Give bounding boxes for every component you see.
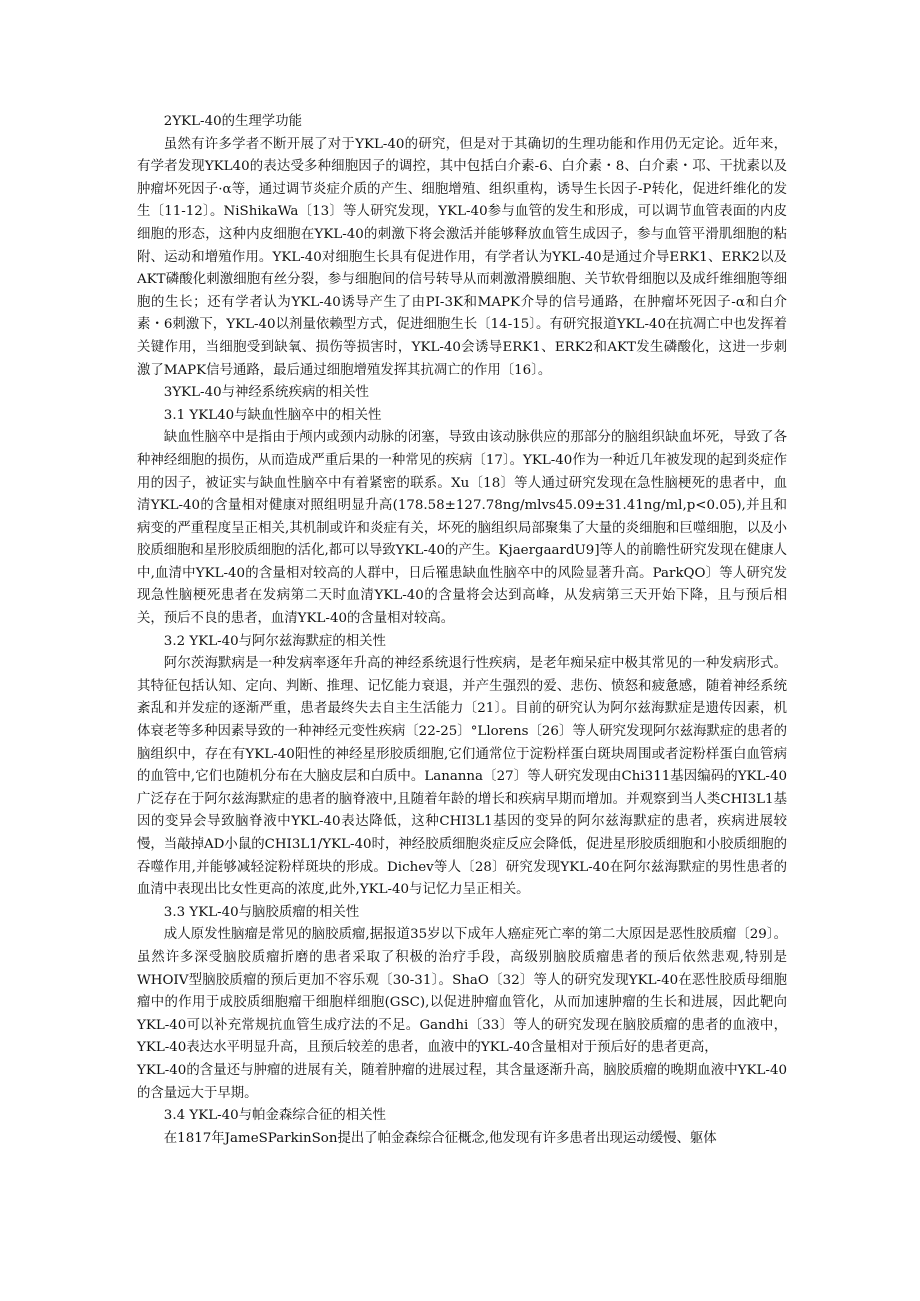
paragraph-physiological-function: 虽然有许多学者不断开展了对于YKL-40的研究，但是对于其确切的生理功能和作用仍无定论。近年来，有学者发现YKL40的表达受多种细胞因子的调控，其中包括白介素-6、白介素・8、白介素・邛、干扰素以及肿瘤坏死因子·α等，通过调节炎症介质的产生、细胞增殖、组织重构，诱导生长因子-P转化，促进纤维化的发生〔11-12〕。NiShikaWa〔13〕等人研究发现，YKL-40参与血管的发生和形成，可以调节血管表面的内皮细胞的形态，这种内皮细胞在YKL-40的刺激下将会激活并能够释放血管生成因子，参与血管平滑肌细胞的粘附、运动和增殖作用。YKL-40对细胞生长具有促进作用，有学者认为YKL-40是通过介导ERK1、ERK2以及AKT磷酸化刺激细胞有丝分裂，参与细胞间的信号转导从而刺激滑膜细胞、关节软骨细胞以及成纤维细胞等细胞的生长；还有学者认为YKL-40诱导产生了由PI-3K和MAPK介导的信号通路，在肿瘤坏死因子-α和白介素・6刺激下，YKL-40以剂量依赖型方式，促进细胞生长〔14-15〕。有研究报道YKL-40在抗凋亡中也发挥着关键作用，当细胞受到缺氧、损伤等损害时，YKL-40会诱导ERK1、ERK2和AKT发生磷酸化，这进一步刺激了MAPK信号通路，最后通过细胞增殖发挥其抗凋亡的作用〔16〕。: [137, 136, 787, 378]
paragraph-ischemic-stroke: 缺血性脑卒中是指由于颅内或颈内动脉的闭塞，导致由该动脉供应的那部分的脑组织缺血坏死，导致了各种神经细胞的损伤，从而造成严重后果的一种常见的疾病〔17〕。YKL-40作为一种近几年被发现的起到炎症作用的因子，被证实与缺血性脑卒中有着紧密的联系。Xu〔18〕等人通过研究发现在急性脑梗死的患者中，血清YKL-40的含量相对健康对照组明显升高(178.58±127.78ng∕mlvs45.09±31.41ng∕ml,p<0.05),并且和病变的严重程度呈正相关,其机制或许和炎症有关，坏死的脑组织局部聚集了大量的炎细胞和巨噬细胞，以及小胶质细胞和星形胶质细胞的活化,都可以导致YKL-40的产生。KjaergaardU9]等人的前瞻性研究发现在健康人中,血清中YKL-40的含量相对较高的人群中，日后罹患缺血性脑卒中的风险显著升高。ParkQO〕等人研究发现急性脑梗死患者在发病第二天时血清YKL-40的含量将会达到高峰，从发病第三天开始下降，且与预后相关，预后不良的患者，血清YKL-40的含量相对较高。: [137, 430, 788, 627]
document-body: [137, 111, 787, 1150]
subsection-heading-3-3: 3.3 YKL-40与脑胶质瘤的相关性: [163, 904, 360, 920]
paragraph-alzheimers: 阿尔茨海默病是一种发病率逐年升高的神经系统退行性疾病，是老年痴呆症中极其常见的一种发病形式。其特征包括认知、定向、判断、推理、记忆能力衰退，并产生强烈的爱、悲伤、愤怒和疲惫感，随着神经系统紊乱和并发症的逐渐严重，患者最终失去自主生活能力〔21〕。目前的研究认为阿尔兹海默症是遗传因素，机体衰老等多种因素导致的一种神经元变性疾病〔22-25〕°Llorens〔26〕等人研究发现阿尔兹海默症的患者的脑组织中，存在有YKL-40阳性的神经星形胶质细胞,它们通常位于淀粉样蛋白斑块周围或者淀粉样蛋白血管病的血管中,它们也随机分布在大脑皮层和白质中。Lananna〔27〕等人研究发现由Chi311基因编码的YKL-40广泛存在于阿尔兹海默症的患者的脑脊液中,且随着年龄的增长和疾病早期而增加。并观察到当人类CHI3L1基因的变异会导致脑脊液中YKL-40表达降低，这种CHI3L1基因的变异的阿尔兹海默症的患者，疾病进展较慢，当敲掉AD小鼠的CHI3L1∕YKL-40时，神经胶质细胞炎症反应会降低，促进星形胶质细胞和小胶质细胞的吞噬作用,并能够减轻淀粉样斑块的形成。Dichev等人〔28〕研究发现YKL-40在阿尔兹海默症的男性患者的血清中表现出比女性更高的浓度,此外,YKL-40与记忆力呈正相关。: [137, 656, 787, 898]
section-heading-2: 2YKL-40的生理学功能: [163, 114, 302, 129]
paragraph-parkinsons: 在1817年JameSParkinSon提出了帕金森综合征概念,他发现有许多患者出现运动缓慢、躯体: [163, 1130, 717, 1146]
paragraph-glioma: 成人原发性脑瘤是常见的脑胶质瘤,据报道35岁以下成年人癌症死亡率的第二大原因是恶性胶质瘤〔29〕。虽然许多深受脑胶质瘤折磨的患者采取了积极的治疗手段，高级别脑胶质瘤患者的预后依然悲观,特别是WHOIV型脑胶质瘤的预后更加不容乐观〔30-31〕。ShaO〔32〕等人的研究发现YKL-40在恶性胶质母细胞瘤中的作用于成胶质细胞瘤干细胞样细胞(GSC),以促进肿瘤血管化，从而加速肿瘤的生长和进展，因此靶向YKL-40可以补充常规抗血管生成疗法的不足。Gandhi〔33〕等人的研究发现在脑胶质瘤的患者的血液中，YKL-40表达水平明显升高，且预后较差的患者，血液中的YKL-40含量相对于预后好的患者更高，: [137, 927, 787, 1056]
subsection-heading-3-1: 3.1 YKL40与缺血性脑卒中的相关性: [163, 407, 382, 423]
subsection-heading-3-2: 3.2 YKL-40与阿尔兹海默症的相关性: [163, 633, 386, 649]
subsection-heading-3-4: 3.4 YKL-40与帕金森综合征的相关性: [163, 1108, 386, 1124]
paragraph-glioma-continued: YKL-40的含量还与肿瘤的进展有关，随着肿瘤的进展过程，其含量逐渐升高，脑胶质瘤的晚期血液中YKL-40的含量远大于早期。: [137, 1062, 787, 1101]
section-heading-3: 3YKL-40与神经系统疾病的相关性: [163, 385, 369, 401]
